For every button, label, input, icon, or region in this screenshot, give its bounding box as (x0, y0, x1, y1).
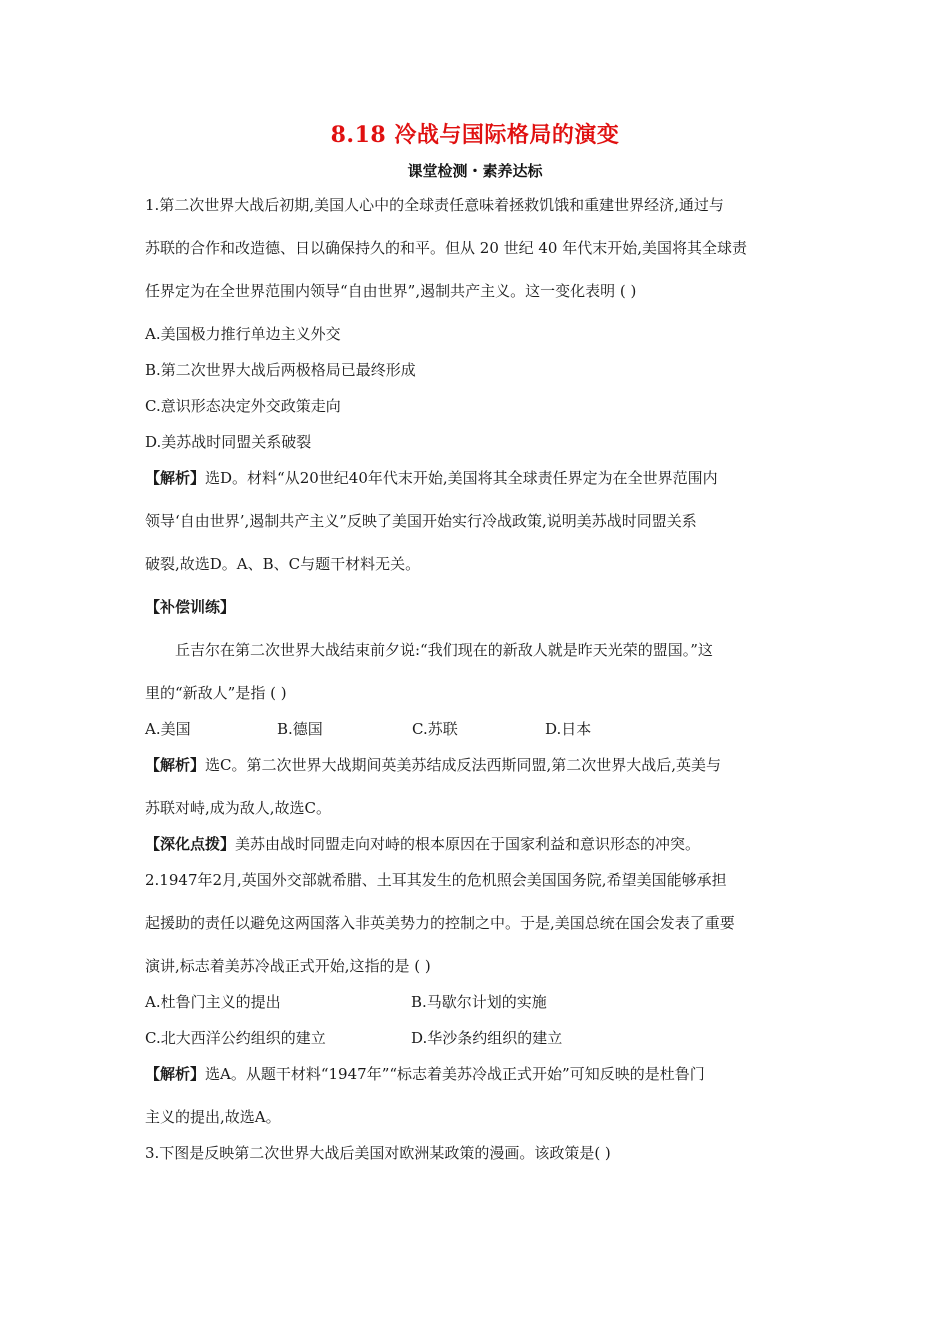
page-title: 8.18 冷战与国际格局的演变 (330, 122, 620, 148)
q2-option-d: D.华沙条约组织的建立 (411, 1029, 563, 1047)
q1-option-b: B.第二次世界大战后两极格局已最终形成 (145, 361, 416, 379)
q2-stem-line-2: 起援助的责任以避免这两国落入非英美势力的控制之中。于是,美国总统在国会发表了重要 (145, 914, 735, 932)
supplement-option-d: D.日本 (545, 720, 592, 738)
supplement-option-c: C.苏联 (412, 720, 458, 738)
supplement-label: 【补偿训练】 (145, 598, 236, 616)
q1-analysis-text-1: 选D。材料“从20世纪40年代末开始,美国将其全球责任界定为在全世界范围内 (205, 469, 718, 487)
q2-analysis-line-1 (145, 1063, 810, 1106)
q1-option-d: D.美苏战时同盟关系破裂 (145, 433, 312, 451)
q1-stem-line-2: 苏联的合作和改造德、日以确保持久的和平。但从 20 世纪 40 年代末开始,美国将其全球责 (145, 239, 748, 257)
q2-options-row-2 (145, 1027, 810, 1063)
supplement-option-a: A.美国 (145, 720, 191, 738)
supplement-deepen-line (145, 833, 810, 869)
q2-analysis-line-2: 主义的提出,故选A。 (145, 1108, 281, 1126)
section-subtitle: 课堂检测・素养达标 (407, 162, 543, 180)
q2-analysis-label: 【解析】 (145, 1065, 206, 1083)
supplement-analysis-label: 【解析】 (145, 756, 206, 774)
q1-stem-line-3: 任界定为在全世界范围内领导“自由世界”,遏制共产主义。这一变化表明 ( ) (145, 282, 637, 300)
q2-stem-line-1: 2.1947年2月,英国外交部就希腊、土耳其发生的危机照会美国国务院,希望美国能够承担 (145, 871, 727, 889)
supplement-options (145, 718, 810, 754)
supplement-stem-line-2: 里的“新敌人”是指 ( ) (145, 684, 287, 702)
q2-option-a: A.杜鲁门主义的提出 (145, 993, 281, 1011)
supplement-analysis-line-1 (145, 754, 810, 797)
deepen-label: 【深化点拨】 (145, 835, 236, 853)
document-body (145, 194, 810, 1178)
q1-analysis-line-1 (145, 467, 810, 510)
q2-analysis-text-1: 选A。从题干材料“1947年”“标志着美苏冷战正式开始”可知反映的是杜鲁门 (205, 1065, 705, 1083)
q2-option-b: B.马歇尔计划的实施 (411, 993, 547, 1011)
supplement-stem-line-1: 丘吉尔在第二次世界大战结束前夕说:“我们现在的新敌人就是昨天光荣的盟国。”这 (175, 641, 713, 659)
q1-stem-line-1: 1.第二次世界大战后初期,美国人心中的全球责任意味着拯救饥饿和重建世界经济,通过与 (145, 196, 724, 214)
q1-analysis-label: 【解析】 (145, 469, 206, 487)
q1-option-c: C.意识形态决定外交政策走向 (145, 397, 341, 415)
supplement-option-b: B.德国 (277, 720, 323, 738)
supplement-analysis-line-2: 苏联对峙,成为敌人,故选C。 (145, 799, 332, 817)
q1-analysis-line-2: 领导‘自由世界’,遏制共产主义”反映了美国开始实行冷战政策,说明美苏战时同盟关系 (145, 512, 697, 530)
q2-stem-line-3: 演讲,标志着美苏冷战正式开始,这指的是 ( ) (145, 957, 431, 975)
supplement-analysis-text-1: 选C。第二次世界大战期间英美苏结成反法西斯同盟,第二次世界大战后,英美与 (205, 756, 722, 774)
q3-stem: 3.下图是反映第二次世界大战后美国对欧洲某政策的漫画。该政策是( ) (145, 1144, 611, 1162)
q2-option-c: C.北大西洋公约组织的建立 (145, 1029, 326, 1047)
q1-option-a: A.美国极力推行单边主义外交 (145, 325, 341, 343)
q1-analysis-line-3: 破裂,故选D。A、B、C与题干材料无关。 (145, 555, 421, 573)
q2-options-row-1 (145, 991, 810, 1027)
deepen-text: 美苏由战时同盟走向对峙的根本原因在于国家利益和意识形态的冲突。 (235, 835, 701, 853)
